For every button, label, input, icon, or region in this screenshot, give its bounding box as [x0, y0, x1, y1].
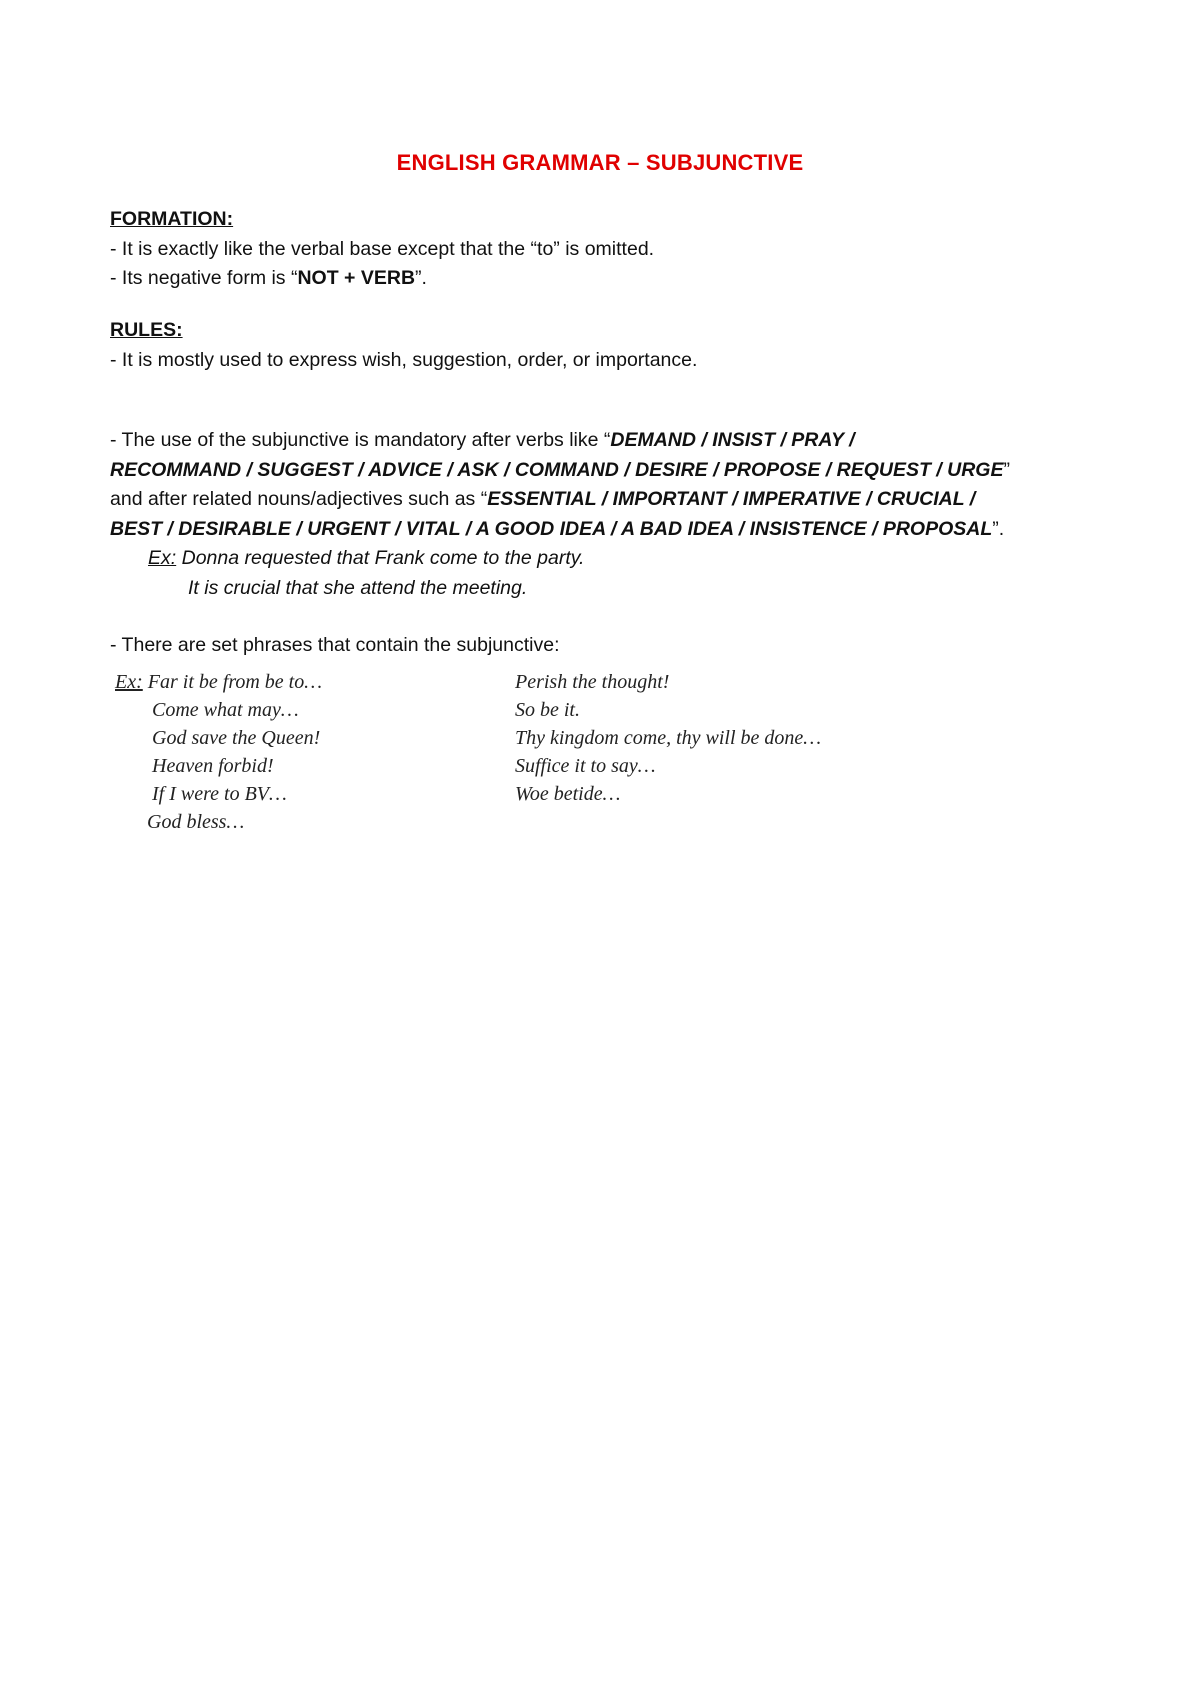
phrases-example-label: Ex:: [115, 671, 143, 693]
example-1-text: Donna requested that Frank come to the party.: [176, 547, 585, 569]
document-title: ENGLISH GRAMMAR – SUBJUNCTIVE: [396, 150, 804, 175]
phrases-left-column: [115, 668, 322, 836]
phrase-left-2: Come what may…: [152, 699, 299, 721]
verbs-line-1: [110, 426, 1110, 456]
nouns-close-quote: ”.: [992, 517, 1005, 540]
phrase-right-5: Woe betide…: [515, 783, 621, 805]
phrase-left-4: Heaven forbid!: [152, 755, 274, 777]
verbs-list-part-2: RECOMMAND / SUGGEST / ADVICE / ASK / COMMAND / DESIRE / PROPOSE / REQUEST / URGE: [110, 458, 1004, 481]
phrase-right-1: Perish the thought!: [515, 671, 670, 693]
verbs-list-part-1: DEMAND / INSIST / PRAY /: [610, 429, 855, 451]
rules-line-1: - It is mostly used to express wish, suggestion, order, or importance.: [110, 348, 698, 371]
verbs-close-quote: ”: [1003, 458, 1010, 481]
formation-line-2-suffix: ”.: [415, 267, 427, 289]
formation-line-2-prefix: - Its negative form is “: [110, 267, 298, 289]
nouns-line-2: [110, 515, 1110, 545]
formation-heading: FORMATION:: [110, 208, 234, 230]
nouns-list-part-1: ESSENTIAL / IMPORTANT / IMPERATIVE / CRUCIAL /: [487, 488, 976, 510]
phrase-left-5: If I were to BV…: [152, 783, 287, 805]
rules-section: [110, 316, 1110, 375]
phrase-right-2: So be it.: [515, 699, 580, 721]
nouns-prefix: and after related nouns/adjectives such as “: [110, 488, 488, 510]
verbs-prefix: - The use of the subjunctive is mandatory after verbs like “: [110, 429, 611, 451]
phrase-left-1-text: Far it be from be to…: [147, 671, 323, 693]
rules-heading: RULES:: [110, 319, 183, 341]
verbs-line-2: [110, 456, 1110, 486]
example-label: Ex:: [148, 547, 177, 569]
example-1: [110, 544, 1110, 574]
formation-line-1: - It is exactly like the verbal base except that the “to” is omitted.: [110, 237, 655, 260]
phrase-right-4: Suffice it to say…: [515, 755, 656, 777]
nouns-line-1: [110, 485, 1110, 515]
phrase-left-1: [115, 668, 322, 696]
example-2: It is crucial that she attend the meeting.: [188, 576, 528, 599]
phrases-right-column: [515, 668, 821, 808]
phrase-right-3: Thy kingdom come, thy will be done…: [515, 727, 822, 749]
negative-form-formula: NOT + VERB: [297, 267, 416, 289]
phrase-left-3: God save the Queen!: [152, 727, 321, 749]
set-phrases-intro: [110, 631, 1110, 661]
formation-line-2: [110, 264, 1110, 294]
set-phrases-line: - There are set phrases that contain the subjunctive:: [110, 634, 560, 656]
formation-section: [110, 205, 1110, 294]
phrase-left-6: God bless…: [147, 811, 245, 833]
nouns-list-part-2: BEST / DESIRABLE / URGENT / VITAL / A GOOD IDEA / A BAD IDEA / INSISTENCE / PROPOSAL: [110, 517, 993, 540]
mandatory-use-paragraph: [110, 426, 1110, 603]
